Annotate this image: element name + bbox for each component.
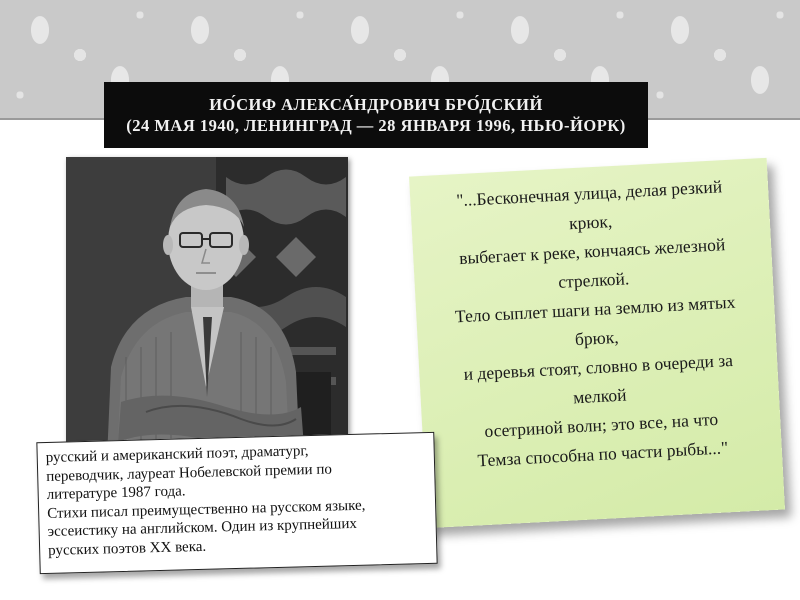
quote-line: мелкой (572, 384, 627, 408)
bio-line: эссеистику на английском. Один из крупнейших (47, 515, 358, 540)
biography-card (36, 432, 437, 574)
quote-line: выбегает к реке, кончаясь железной (458, 234, 726, 269)
bio-line: русский и американский поэт, драматург, (45, 443, 309, 466)
slide-title (104, 82, 648, 148)
quote-line: стрелкой. (557, 268, 630, 292)
bio-line: Стихи писал преимущественно на русском языке, (46, 497, 366, 522)
poem-quote-text (426, 171, 767, 478)
quote-line: Темза способна по части рыбы..." (477, 437, 729, 471)
bio-line: русских поэтов XX века. (47, 538, 207, 559)
quote-line: и деревья стоят, словно в очереди за (463, 349, 734, 385)
quote-line: "...Бесконечная улица, делая резкий (455, 176, 723, 211)
biography-text (46, 439, 433, 560)
quote-line: Тело сыплет шаги на землю из мятых (454, 291, 736, 327)
bio-line: переводчик, лауреат Нобелевской премии по (46, 461, 333, 485)
quote-line: брюк, (574, 326, 620, 350)
title-name: ИО́СИФ АЛЕКСА́НДРОВИЧ БРО́ДСКИЙ (209, 95, 543, 114)
bio-line: литературе 1987 года. (46, 483, 186, 503)
title-dates: (24 МАЯ 1940, ЛЕНИНГРАД — 28 ЯНВАРЯ 1996, НЬЮ-ЙОРК) (126, 116, 626, 135)
portrait-illustration (66, 157, 348, 482)
poem-quote-card (409, 158, 785, 528)
quote-line: крюк, (568, 211, 613, 234)
quote-line: осетриной волн; это все, на что (483, 408, 719, 441)
portrait-photo (66, 157, 348, 482)
